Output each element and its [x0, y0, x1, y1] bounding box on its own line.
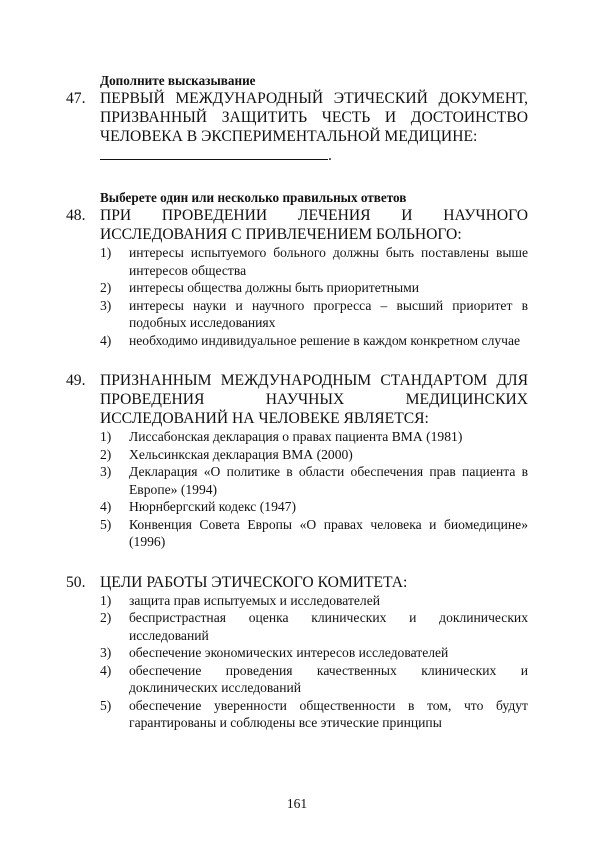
option-number: 5): [100, 516, 112, 532]
option-number: 4): [100, 662, 112, 678]
question-number: 49.: [66, 372, 86, 389]
option-text: Хельсинкская декларация ВМА (2000): [129, 446, 353, 462]
option-number: 3): [100, 645, 112, 660]
question-number: 48.: [66, 207, 86, 224]
option-item: [100, 297, 528, 332]
option-item: [100, 498, 528, 516]
question-text: [100, 89, 528, 165]
option-text: интересы общества должны быть приоритетными: [129, 280, 419, 295]
option-number: 3): [100, 464, 112, 479]
option-item: [100, 428, 528, 446]
instruction-47: Дополните высказывание: [100, 73, 256, 88]
option-item: [100, 332, 528, 350]
options-list: [100, 592, 528, 732]
question-50: [66, 573, 528, 732]
question-48-stem: [66, 206, 528, 244]
option-text: Декларация «О политике в области обеспечения прав пациента в Европе» (1994): [129, 464, 528, 497]
option-number: 1): [100, 429, 112, 444]
option-text: Лиссабонская декларация о правах пациента ВМА (1981): [129, 429, 463, 444]
page-number: 161: [286, 796, 308, 811]
instruction-48: Выберете один или несколько правильных ответов: [100, 190, 407, 205]
options-list: [100, 428, 528, 551]
question-number: 50.: [66, 573, 86, 591]
question-48: [66, 189, 528, 349]
answer-blank-line: [100, 147, 328, 160]
option-item: [100, 463, 528, 498]
option-item: [100, 516, 528, 551]
option-text: беспристрастная оценка клинических и доклинических исследований: [129, 610, 528, 643]
option-item: [100, 244, 528, 279]
question-47: [66, 72, 528, 165]
question-text: ПРИЗНАННЫМ МЕЖДУНАРОДНЫМ СТАНДАРТОМ ДЛЯ ПРОВЕДЕНИЯ НАУЧНЫХ МЕДИЦИНСКИХ ИССЛЕДОВАНИЙ НА ЧЕЛОВЕКЕ ЯВЛЯЕТСЯ:: [100, 372, 528, 427]
option-number: 3): [100, 297, 112, 313]
question-49-stem: [66, 371, 528, 428]
blank-terminator: .: [328, 147, 332, 164]
question-text: ЦЕЛИ РАБОТЫ ЭТИЧЕСКОГО КОМИТЕТА:: [100, 573, 408, 591]
option-number: 5): [100, 697, 112, 713]
option-item: [100, 609, 528, 644]
page-content: [66, 72, 528, 732]
question-47-stem: [66, 89, 528, 165]
options-list: [100, 244, 528, 349]
option-item: [100, 662, 528, 697]
option-text: Нюрнбергский кодекс (1947): [129, 499, 296, 514]
option-number: 2): [100, 446, 112, 462]
option-text: обеспечение экономических интересов исследователей: [129, 645, 449, 660]
option-item: [100, 446, 528, 464]
option-item: [100, 279, 528, 297]
question-text: ПРИ ПРОВЕДЕНИИ ЛЕЧЕНИЯ И НАУЧНОГО ИССЛЕДОВАНИЯ С ПРИВЛЕЧЕНИЕМ БОЛЬНОГО:: [100, 207, 528, 243]
option-text: интересы науки и научного прогресса – высший приоритет в подобных исследованиях: [129, 297, 528, 330]
option-text: интересы испытуемого больного должны быть поставлены выше интересов общества: [129, 245, 528, 278]
question-text-body: ПЕРВЫЙ МЕЖДУНАРОДНЫЙ ЭТИЧЕСКИЙ ДОКУМЕНТ, ПРИЗВАННЫЙ ЗАЩИТИТЬ ЧЕСТЬ И ДОСТОИНСТВО ЧЕЛОВЕКА В ЭКСПЕРИМЕНТАЛЬНОЙ МЕДИЦИНЕ:: [100, 90, 528, 145]
option-text: обеспечение уверенности общественности в том, что будут гарантированы и соблюдены все этические принципы: [129, 697, 528, 730]
option-number: 2): [100, 610, 112, 625]
option-text: обеспечение проведения качественных клинических и доклинических исследований: [129, 662, 528, 695]
option-text: Конвенция Совета Европы «О правах человека и биомедицине» (1996): [129, 516, 528, 549]
option-number: 4): [100, 332, 112, 348]
option-item: [100, 592, 528, 610]
question-49: [66, 371, 528, 551]
question-50-stem: [66, 573, 528, 592]
option-item: [100, 697, 528, 732]
question-number: 47.: [66, 90, 86, 107]
option-number: 1): [100, 592, 112, 608]
option-number: 1): [100, 245, 112, 260]
option-text: необходимо индивидуальное решение в каждом конкретном случае: [129, 332, 521, 348]
option-number: 4): [100, 499, 112, 514]
option-text: защита прав испытуемых и исследователей: [129, 592, 381, 608]
option-item: [100, 644, 528, 662]
option-number: 2): [100, 280, 112, 295]
